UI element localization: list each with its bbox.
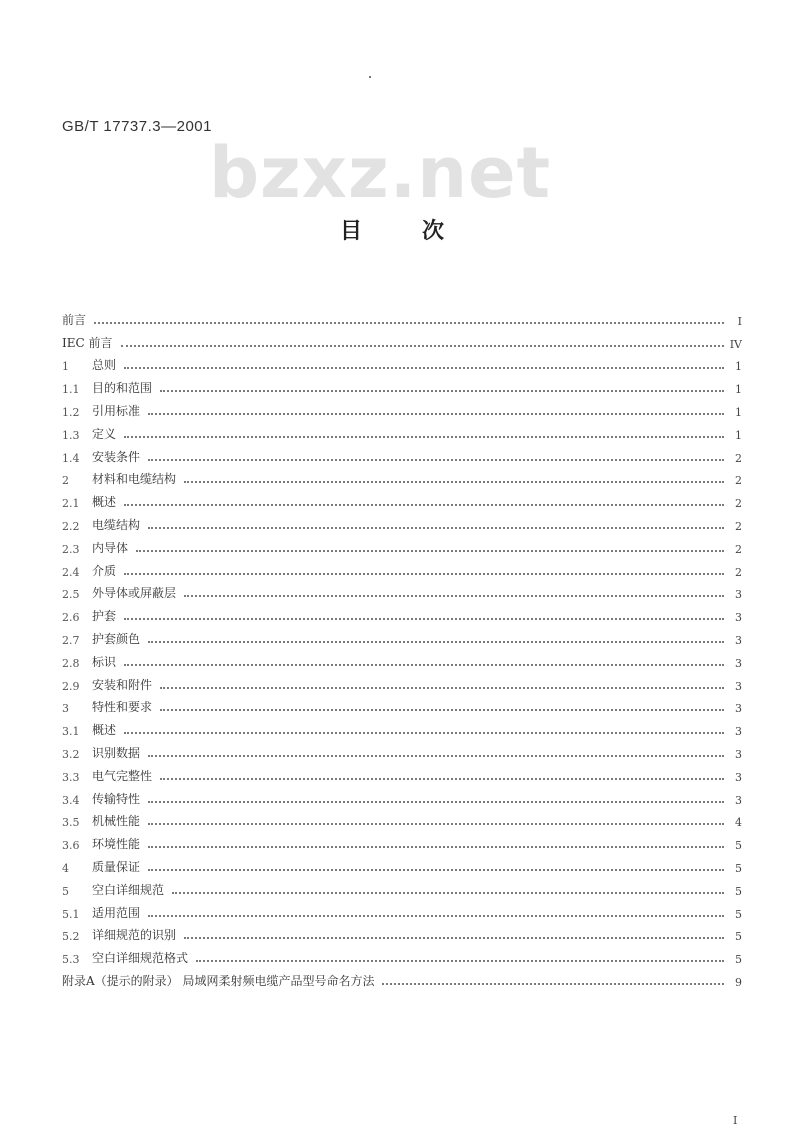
dot-leader xyxy=(148,413,724,415)
toc-entry-number: 4 xyxy=(62,861,69,875)
toc-entry-label: 标识 xyxy=(92,654,117,669)
dot-leader xyxy=(136,550,724,552)
dot-leader xyxy=(148,915,724,917)
toc-entry[interactable] xyxy=(62,966,742,989)
toc-entry-page: 3 xyxy=(735,588,742,602)
toc-entry-label: 定义 xyxy=(92,426,117,441)
toc-entry[interactable] xyxy=(62,875,742,898)
toc-entry-label: 传输特性 xyxy=(92,791,141,806)
toc-entry-number: 1.1 xyxy=(62,383,80,397)
dot-leader xyxy=(148,801,724,803)
dot-leader xyxy=(382,983,724,985)
toc-entry-label: 特性和要求 xyxy=(92,700,153,715)
toc-entry[interactable] xyxy=(62,852,742,875)
toc-entry-number: 2.8 xyxy=(62,656,80,670)
toc-entry-label: 内导体 xyxy=(92,540,129,555)
toc-entry[interactable] xyxy=(62,647,742,670)
standard-code: GB/T 17737.3—2001 xyxy=(62,118,212,135)
toc-entry-label: 空白详细规范格式 xyxy=(92,951,189,966)
toc-entry-number: 5 xyxy=(62,884,69,898)
toc-entry-label: 引用标准 xyxy=(92,403,141,418)
toc-entry[interactable] xyxy=(62,693,742,716)
toc-entry-label: 识别数据 xyxy=(92,745,141,760)
toc-entry[interactable] xyxy=(62,373,742,396)
toc-entry-page: 3 xyxy=(735,793,742,807)
toc-entry-label: 环境性能 xyxy=(92,837,141,852)
toc-entry-number: 1.3 xyxy=(62,428,80,442)
dot-leader xyxy=(124,367,724,369)
toc-entry-label: 概述 xyxy=(92,495,117,510)
dot-leader xyxy=(148,846,724,848)
toc-entry-page: 2 xyxy=(735,451,742,465)
dot-leader xyxy=(160,778,724,780)
toc-entry-label: 电气完整性 xyxy=(92,768,153,783)
toc-entry[interactable] xyxy=(62,898,742,921)
dot-leader xyxy=(184,595,724,597)
dot-leader xyxy=(184,937,724,939)
toc-entry-page: 2 xyxy=(735,519,742,533)
toc-entry-page: 2 xyxy=(735,542,742,556)
toc-entry[interactable] xyxy=(62,738,742,761)
toc-entry[interactable] xyxy=(62,442,742,465)
toc-entry-label: 详细规范的识别 xyxy=(92,928,177,943)
dot-leader xyxy=(124,573,724,575)
toc-entry-number: 3.3 xyxy=(62,770,80,784)
watermark-text: bzxz.net xyxy=(208,132,552,214)
toc-entry-number: 2.3 xyxy=(62,542,80,556)
dot-leader xyxy=(148,869,724,871)
toc-title: 目次 xyxy=(340,218,505,244)
toc-entry-page: 3 xyxy=(735,702,742,716)
toc-entry-number: 5.2 xyxy=(62,930,80,944)
toc-entry-page: 5 xyxy=(735,884,742,898)
toc-entry-page: 1 xyxy=(735,383,742,397)
dot-leader xyxy=(148,527,724,529)
dot-leader xyxy=(124,618,724,620)
toc-entry-number: 2.6 xyxy=(62,611,80,625)
toc-entry-page: 1 xyxy=(735,428,742,442)
toc-entry[interactable] xyxy=(62,579,742,602)
page-number: I xyxy=(733,1114,738,1127)
toc-entry-number: 1.2 xyxy=(62,405,80,419)
toc-entry-label: 机械性能 xyxy=(92,814,141,829)
toc-entry-page: 5 xyxy=(735,861,742,875)
toc-entry[interactable] xyxy=(62,943,742,966)
toc-entry-label: 护套颜色 xyxy=(92,631,141,646)
toc-entry[interactable] xyxy=(62,784,742,807)
toc-entry[interactable] xyxy=(62,829,742,852)
toc-entry[interactable] xyxy=(62,419,742,442)
toc-entry[interactable] xyxy=(62,715,742,738)
toc-entry[interactable] xyxy=(62,921,742,944)
toc-entry[interactable] xyxy=(62,601,742,624)
toc-entry-number: 2.4 xyxy=(62,565,80,579)
dot-leader xyxy=(160,390,724,392)
toc-entry-page: IV xyxy=(729,337,742,351)
toc-entry-label: 概述 xyxy=(92,723,117,738)
toc-entry-page: 5 xyxy=(735,839,742,853)
toc-entry-number: 3.4 xyxy=(62,793,80,807)
dot-leader xyxy=(184,481,724,483)
toc-entry-label: 外导体或屏蔽层 xyxy=(92,586,177,601)
toc-entry[interactable] xyxy=(62,670,742,693)
scan-speck xyxy=(369,76,371,78)
dot-leader xyxy=(148,459,724,461)
toc-entry-label: 材料和电缆结构 xyxy=(92,472,177,487)
toc-entry[interactable] xyxy=(62,624,742,647)
dot-leader xyxy=(148,823,724,825)
toc-entry-page: 9 xyxy=(735,975,742,989)
dot-leader xyxy=(121,345,725,347)
toc-entry-label: 质量保证 xyxy=(92,859,141,874)
toc-entry-page: 5 xyxy=(735,953,742,967)
toc-entry-number: 3.5 xyxy=(62,816,80,830)
toc-entry-label: 适用范围 xyxy=(92,905,141,920)
toc-entry[interactable] xyxy=(62,487,742,510)
toc-entry-page: I xyxy=(737,314,742,328)
toc-entry-number: 2.1 xyxy=(62,497,80,511)
toc-entry-number: 2.5 xyxy=(62,588,80,602)
toc-entry-label: 电缆结构 xyxy=(92,517,141,532)
dot-leader xyxy=(124,436,724,438)
toc-entry[interactable] xyxy=(62,351,742,374)
toc-entry[interactable] xyxy=(62,807,742,830)
toc-entry-number: 2.9 xyxy=(62,679,80,693)
toc-entry-page: 5 xyxy=(735,930,742,944)
toc-entry-page: 1 xyxy=(735,405,742,419)
dot-leader xyxy=(160,709,724,711)
toc-entry[interactable] xyxy=(62,396,742,419)
toc-entry-label: 护套 xyxy=(92,609,117,624)
toc-entry-number: 3 xyxy=(62,702,69,716)
table-of-contents xyxy=(62,305,742,989)
dot-leader xyxy=(94,322,724,324)
toc-entry-label: 安装条件 xyxy=(92,449,141,464)
toc-entry[interactable] xyxy=(62,510,742,533)
toc-entry-page: 3 xyxy=(735,725,742,739)
toc-entry-page: 3 xyxy=(735,633,742,647)
toc-entry-page: 3 xyxy=(735,747,742,761)
toc-entry[interactable] xyxy=(62,465,742,488)
dot-leader xyxy=(124,504,724,506)
toc-entry-number: 1 xyxy=(62,360,69,374)
toc-entry[interactable] xyxy=(62,533,742,556)
toc-entry-page: 3 xyxy=(735,770,742,784)
toc-entry-number: 2.2 xyxy=(62,519,80,533)
toc-entry-label: 总则 xyxy=(92,358,117,373)
toc-entry-label: 介质 xyxy=(92,563,117,578)
toc-entry-label: 空白详细规范 xyxy=(92,882,165,897)
toc-entry-page: 3 xyxy=(735,656,742,670)
toc-entry-page: 5 xyxy=(735,907,742,921)
toc-entry-page: 4 xyxy=(735,816,742,830)
toc-entry[interactable] xyxy=(62,328,742,351)
toc-entry-number: 5.3 xyxy=(62,953,80,967)
dot-leader xyxy=(124,732,724,734)
toc-entry-number: 2.7 xyxy=(62,633,80,647)
toc-entry-label: 目的和范围 xyxy=(92,381,153,396)
toc-entry-number: 1.4 xyxy=(62,451,80,465)
dot-leader xyxy=(148,755,724,757)
dot-leader xyxy=(124,664,724,666)
toc-entry-page: 3 xyxy=(735,679,742,693)
toc-entry[interactable] xyxy=(62,761,742,784)
toc-entry-page: 1 xyxy=(735,360,742,374)
dot-leader xyxy=(172,892,724,894)
dot-leader xyxy=(160,687,724,689)
toc-entry-number: 5.1 xyxy=(62,907,80,921)
dot-leader xyxy=(148,641,724,643)
toc-entry-number: 3.1 xyxy=(62,725,80,739)
dot-leader xyxy=(196,960,724,962)
toc-entry[interactable] xyxy=(62,556,742,579)
toc-entry-page: 2 xyxy=(735,497,742,511)
toc-entry-label: 附录A（提示的附录） 局域网柔射频电缆产品型号命名方法 xyxy=(62,973,375,988)
toc-entry-number: 2 xyxy=(62,474,69,488)
toc-entry-page: 3 xyxy=(735,611,742,625)
toc-entry-label: 前言 xyxy=(62,312,87,327)
toc-entry-page: 2 xyxy=(735,474,742,488)
toc-entry-number: 3.6 xyxy=(62,839,80,853)
toc-entry-number: 3.2 xyxy=(62,747,80,761)
toc-entry-page: 2 xyxy=(735,565,742,579)
toc-entry[interactable] xyxy=(62,305,742,328)
toc-entry-label: 安装和附件 xyxy=(92,677,153,692)
toc-entry-label: IEC 前言 xyxy=(62,335,113,350)
